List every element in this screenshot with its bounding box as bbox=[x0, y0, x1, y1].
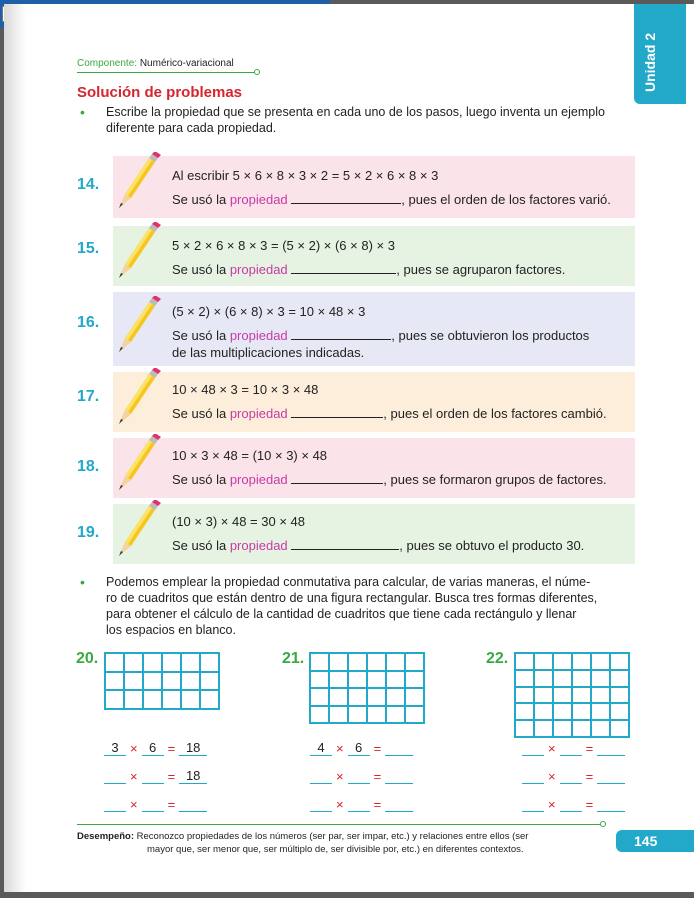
pencil-icon bbox=[115, 368, 161, 428]
exercise-expression: 10 × 48 × 3 = 10 × 3 × 48 bbox=[172, 382, 319, 397]
instruction-1 bbox=[80, 104, 605, 136]
factor-blank[interactable] bbox=[310, 768, 332, 784]
footer-rule bbox=[77, 824, 602, 825]
factor-blank[interactable]: 4 bbox=[310, 740, 332, 756]
pencil-icon bbox=[115, 152, 161, 212]
result-blank[interactable] bbox=[385, 796, 413, 812]
factor-blank[interactable] bbox=[522, 796, 544, 812]
factor-blank[interactable] bbox=[560, 740, 582, 756]
factor-blank[interactable] bbox=[104, 796, 126, 812]
instruction-2 bbox=[80, 574, 597, 638]
equation-row: × = bbox=[522, 740, 625, 756]
answer-blank[interactable] bbox=[291, 328, 391, 340]
exercise-15 bbox=[77, 226, 635, 286]
exercise-number: 18. bbox=[77, 458, 100, 475]
answer-blank[interactable] bbox=[291, 262, 396, 274]
equation-row: × = bbox=[522, 796, 625, 812]
answer-blank[interactable] bbox=[291, 472, 383, 484]
exercise-statement: Se usó la propiedad , pues el orden de los factores varió. bbox=[172, 192, 611, 207]
equation-row: × = bbox=[310, 768, 413, 784]
footer-dot bbox=[600, 821, 606, 827]
property-word: propiedad bbox=[229, 538, 288, 553]
instruction-2-line3: para obtener el cálculo de la cantidad de cuadritos que tiene cada rectángulo y llenar bbox=[106, 607, 577, 621]
result-blank[interactable]: 18 bbox=[179, 768, 207, 784]
result-blank[interactable] bbox=[385, 768, 413, 784]
book-page bbox=[4, 4, 694, 892]
factor-blank[interactable]: 3 bbox=[104, 740, 126, 756]
factor-blank[interactable] bbox=[348, 796, 370, 812]
factor-blank[interactable] bbox=[310, 796, 332, 812]
answer-blank[interactable] bbox=[291, 406, 383, 418]
property-word: propiedad bbox=[229, 262, 288, 277]
page-spine-shadow bbox=[4, 4, 26, 892]
pencil-icon bbox=[115, 434, 161, 494]
factor-blank[interactable] bbox=[560, 768, 582, 784]
bullet-icon: • bbox=[80, 104, 85, 120]
equation-row: × = bbox=[310, 796, 413, 812]
section-title: Solución de problemas bbox=[77, 84, 243, 101]
component-heading bbox=[77, 58, 234, 69]
property-word: propiedad bbox=[229, 472, 288, 487]
equation-row: 4 × 6 = bbox=[310, 740, 413, 756]
factor-blank[interactable] bbox=[348, 768, 370, 784]
exercise-22-number: 22. bbox=[486, 650, 509, 667]
factor-blank[interactable] bbox=[560, 796, 582, 812]
exercise-18 bbox=[77, 438, 635, 498]
exercise-statement: Se usó la propiedad , pues se obtuvo el producto 30. bbox=[172, 538, 585, 553]
exercise-21-number: 21. bbox=[282, 650, 305, 667]
factor-blank[interactable] bbox=[142, 796, 164, 812]
footer-line1: Reconozco propiedades de los números (ser par, ser impar, etc.) y relaciones entre ellos (ser bbox=[134, 831, 529, 842]
factor-blank[interactable] bbox=[522, 768, 544, 784]
exercise-box bbox=[113, 438, 635, 498]
instruction-2-line4: los espacios en blanco. bbox=[106, 623, 236, 637]
exercise-number: 16. bbox=[77, 314, 100, 331]
exercise-box bbox=[113, 372, 635, 432]
result-blank[interactable] bbox=[597, 768, 625, 784]
instruction-1-line1: Escribe la propiedad que se presenta en cada uno de los pasos, luego inventa un ejemplo bbox=[106, 105, 605, 119]
exercise-expression: (10 × 3) × 48 = 30 × 48 bbox=[172, 514, 305, 529]
footer-line2: mayor que, ser menor que, ser múltiplo de, ser divisible por, etc.) en diferentes contextos. bbox=[147, 844, 524, 855]
component-dot bbox=[254, 69, 260, 75]
exercise-expression: 5 × 2 × 6 × 8 × 3 = (5 × 2) × (6 × 8) × 3 bbox=[172, 238, 395, 253]
exercise-statement-cont: de las multiplicaciones indicadas. bbox=[172, 345, 365, 360]
performance-footer bbox=[77, 830, 607, 856]
property-word: propiedad bbox=[229, 328, 288, 343]
result-blank[interactable] bbox=[597, 740, 625, 756]
exercise-16 bbox=[77, 292, 635, 366]
result-blank[interactable] bbox=[597, 796, 625, 812]
property-word: propiedad bbox=[229, 406, 288, 421]
exercise-number: 19. bbox=[77, 524, 100, 541]
pencil-icon bbox=[115, 296, 161, 356]
exercise-17 bbox=[77, 372, 635, 432]
component-underline bbox=[77, 72, 257, 73]
exercise-number: 17. bbox=[77, 388, 100, 405]
footer-label: Desempeño: bbox=[77, 831, 135, 842]
exercise-statement: Se usó la propiedad , pues se agruparon factores. bbox=[172, 262, 566, 277]
equation-row: 3 × 6 = 18 bbox=[104, 740, 207, 756]
grid-3x6 bbox=[104, 652, 220, 710]
exercise-19 bbox=[77, 504, 635, 564]
exercise-box bbox=[113, 156, 635, 218]
result-blank[interactable] bbox=[385, 740, 413, 756]
factor-blank[interactable] bbox=[142, 768, 164, 784]
exercise-expression: (5 × 2) × (6 × 8) × 3 = 10 × 48 × 3 bbox=[172, 304, 366, 319]
exercise-20-number: 20. bbox=[76, 650, 99, 667]
factor-blank[interactable] bbox=[104, 768, 126, 784]
result-blank[interactable] bbox=[179, 796, 207, 812]
exercise-box bbox=[113, 504, 635, 564]
unit-tab bbox=[634, 4, 686, 104]
equation-row: × = bbox=[104, 796, 207, 812]
equation-row: × = 18 bbox=[104, 768, 207, 784]
result-blank[interactable]: 18 bbox=[179, 740, 207, 756]
component-value: Numérico-variacional bbox=[139, 58, 234, 69]
exercise-number: 15. bbox=[77, 240, 100, 257]
exercise-expression: Al escribir 5 × 6 × 8 × 3 × 2 = 5 × 2 × 6 × 8 × 3 bbox=[172, 168, 439, 183]
exercise-statement: Se usó la propiedad , pues el orden de los factores cambió. bbox=[172, 406, 607, 421]
instruction-2-line2: ro de cuadritos que están dentro de una figura rectangular. Busca tres formas diferentes, bbox=[106, 591, 598, 605]
bullet-icon: • bbox=[80, 574, 85, 590]
exercise-statement: Se usó la propiedad , pues se obtuvieron los productos bbox=[172, 328, 590, 343]
factor-blank[interactable]: 6 bbox=[142, 740, 164, 756]
pencil-icon bbox=[115, 222, 161, 282]
exercise-number: 14. bbox=[77, 176, 100, 193]
grid-4x6 bbox=[309, 652, 425, 724]
answer-blank[interactable] bbox=[291, 538, 399, 550]
exercise-expression: 10 × 3 × 48 = (10 × 3) × 48 bbox=[172, 448, 328, 463]
factor-blank[interactable]: 6 bbox=[348, 740, 370, 756]
answer-blank[interactable] bbox=[291, 192, 401, 204]
factor-blank[interactable] bbox=[522, 740, 544, 756]
grid-5x6 bbox=[514, 652, 630, 738]
pencil-icon bbox=[115, 500, 161, 560]
equation-row: × = bbox=[522, 768, 625, 784]
page-number: 145 bbox=[616, 830, 694, 852]
component-label: Componente: bbox=[77, 58, 138, 69]
exercise-14 bbox=[77, 156, 635, 218]
property-word: propiedad bbox=[229, 192, 288, 207]
exercise-statement: Se usó la propiedad , pues se formaron grupos de factores. bbox=[172, 472, 607, 487]
instruction-1-line2: diferente para cada propiedad. bbox=[106, 121, 277, 135]
unit-tab-label: Unidad 2 bbox=[642, 32, 658, 92]
instruction-2-line1: Podemos emplear la propiedad conmutativa para calcular, de varias maneras, el núme- bbox=[106, 575, 591, 589]
exercise-box bbox=[113, 226, 635, 286]
